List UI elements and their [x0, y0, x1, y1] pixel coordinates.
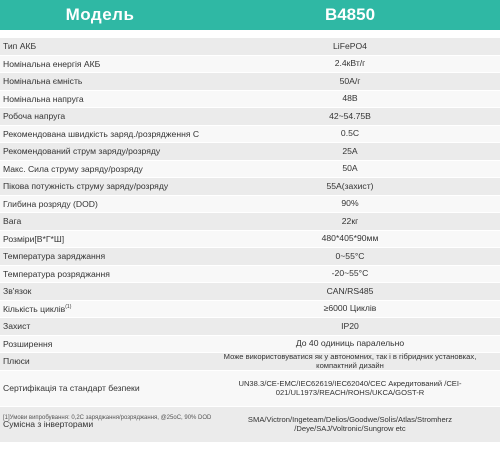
- spec-label: Номінальна енергія АКБ: [3, 58, 101, 69]
- table-row: [0, 266, 500, 284]
- table-row: [0, 248, 500, 266]
- table-row: [0, 73, 500, 91]
- spec-value: -20~55°C: [331, 268, 369, 279]
- spec-label: Номінальна напруга: [3, 93, 84, 104]
- spec-label: Сертифікація та стандарт безпеки: [3, 383, 140, 393]
- table-row: [0, 283, 500, 301]
- spec-value: ≥6000 Циклів: [323, 303, 377, 314]
- spec-label: Вага: [3, 216, 22, 227]
- spec-value: UN38.3/CE-EMC/IEC62619/IEC62040/CEC Акредитований /CEI-021/UL1973/REACH/ROHS/UKCA/GOST-R: [238, 378, 462, 397]
- spec-value: LiFePO4: [333, 40, 367, 51]
- spec-value: Може використовуватися як у автономних, так і в гібридних установках, компактний дизайн: [223, 351, 477, 371]
- spec-label: Кількість циклів: [3, 303, 66, 314]
- footnote-marker: (1): [65, 303, 72, 310]
- spec-label: Зв'язок: [3, 286, 32, 297]
- table-row: [0, 407, 500, 443]
- table-row: [0, 178, 500, 196]
- spec-label: Пікова потужність струму заряду/розряду: [3, 181, 169, 192]
- table-row: [0, 38, 500, 56]
- spec-label: Температура заряджання: [3, 251, 106, 262]
- header-model-value: B4850: [324, 5, 376, 24]
- spec-label: Макс. Сила струму заряду/розряду: [3, 163, 143, 174]
- spec-value: 50А: [342, 163, 358, 174]
- spec-label: Тип АКБ: [3, 41, 37, 52]
- spec-value: 480*405*90мм: [321, 233, 379, 244]
- table-row: [0, 161, 500, 179]
- spec-value: 90%: [341, 198, 359, 209]
- spec-value: CAN/RS485: [326, 285, 374, 296]
- table-row: [0, 301, 500, 319]
- table-row: [0, 231, 500, 249]
- spec-value: IP20: [341, 320, 359, 331]
- spec-label: Номінальна ємність: [3, 76, 83, 87]
- spec-label: Робоча напруга: [3, 111, 66, 122]
- table-row: [0, 336, 500, 354]
- table-row: [0, 371, 500, 407]
- spec-value: 48В: [342, 93, 358, 104]
- footnote: [1]Умови випробування: 0,2С заряджання/розряджання, @25оС, 90% DOD: [3, 415, 212, 421]
- spec-label: Температура розряджання: [3, 268, 110, 279]
- spec-label: Розширення: [3, 338, 53, 349]
- spec-label: Рекомендований струм заряду/розряду: [3, 146, 161, 157]
- table-row: [0, 353, 500, 371]
- spec-value: 50А/г: [339, 75, 361, 86]
- table-row: [0, 56, 500, 74]
- spec-value: 22кг: [341, 215, 359, 226]
- spec-table: [0, 38, 500, 443]
- table-row: [0, 108, 500, 126]
- table-row: [0, 318, 500, 336]
- table-row: [0, 126, 500, 144]
- spec-label: Сумісна з інверторами: [3, 419, 94, 429]
- spec-label: Розміри[В*Г*Ш]: [3, 233, 65, 244]
- spec-value: 2.4кВт/г: [334, 58, 366, 69]
- spec-value: 0.5C: [340, 128, 360, 139]
- spec-label-with-footnote: [0, 304, 200, 314]
- spec-value: 25А: [342, 145, 358, 156]
- table-row: [0, 196, 500, 214]
- spec-value: 42~54.75В: [329, 110, 371, 121]
- spec-value: SMA/Victron/Ingeteam/Delios/Goodwe/Solis/Atlas/Stromherz /Deye/SAJ/Voltronic/Sungrow etc: [247, 414, 453, 433]
- spec-label: Плюси: [3, 356, 30, 367]
- table-header: [0, 0, 500, 30]
- table-row: [0, 143, 500, 161]
- spec-label: Рекомендована швидкість заряд./розрядження С: [3, 128, 200, 139]
- spec-label: Глибина розряду (DOD): [3, 198, 98, 209]
- spec-value: До 40 одиниць паралельно: [295, 338, 405, 349]
- spec-value: 55А(захист): [326, 180, 374, 191]
- table-row: [0, 213, 500, 231]
- spec-label: Захист: [3, 321, 31, 332]
- spec-value: 0~55°C: [335, 250, 365, 261]
- table-row: [0, 91, 500, 109]
- header-model-label: Модель: [65, 5, 135, 24]
